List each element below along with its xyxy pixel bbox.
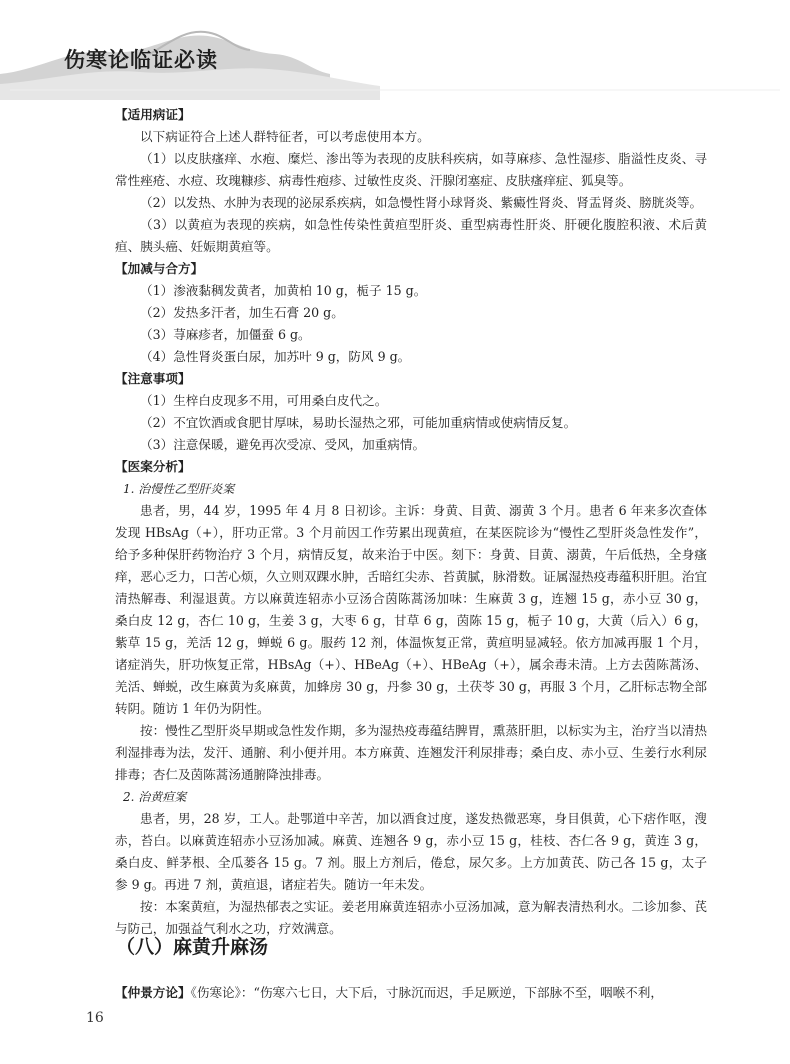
section-title: （八）麻黄升麻汤 bbox=[116, 936, 269, 958]
paragraph: 患者，男，44 岁，1995 年 4 月 8 日初诊。主诉：身黄、目黄、溺黄 3 个月。患者 6 年来多次查体发现 HBsAg（+），肝功正常。3 个月前因工作劳累出现黄疸，在某医院诊为“慢性乙型肝炎急性发作”，给予多种保肝药物治疗 3 个月，病情反复，故来治于中医。刻下：身黄、目黄、溺黄，午后低热，全身瘙痒，恶心乏力，口苦心烦，久立则双踝水肿，舌暗红尖赤、苔黄腻，脉滑数。证属湿热疫毒蕴积肝胆。治宜清热解毒、利湿退黄。方以麻黄连轺赤小豆汤合茵陈蒿汤加味：生麻黄 3 g，连翘 15 g，赤小豆 30 g，桑白皮 12 g，杏仁 10 g，生姜 3 g，大枣 6 g，甘草 6 g，茵陈 15 g，栀子 10 g，大黄（后入）6 g，紫草 15 g，羌活 12 g，蝉蜕 6 g。服药 12 剂，体温恢复正常，黄疸明显减轻。依方加减再服 1 个月，诸症消失，肝功恢复正常，HBsAg（+）、HBeAg（+）、HBeAg（+），属余毒未清。上方去茵陈蒿汤、羌活、蝉蜕，改生麻黄为炙麻黄，加蜂房 30 g，丹参 30 g，土茯苓 30 g，再服 3 个月，乙肝标志物全部转阴。随访 1 年仍为阴性。 bbox=[115, 503, 707, 716]
lead-label: 【仲景方论】 bbox=[115, 985, 191, 1000]
paragraph: （2）不宜饮酒或食肥甘厚味，易助长湿热之邪，可能加重病情或使病情反复。 bbox=[140, 415, 577, 430]
paragraph: 按：慢性乙型肝炎早期或急性发作期，多为湿热疫毒蕴结脾胃，熏蒸肝胆，以标实为主，治疗当以清热利湿排毒为法，发汗、通腑、利小便并用。本方麻黄、连翘发汗利尿排毒；桑白皮、赤小豆、生姜行水利尿排毒；杏仁及茵陈蒿汤通腑降浊排毒。 bbox=[115, 723, 707, 782]
case-title: 2. 治黄疸案 bbox=[123, 790, 187, 804]
section-heading: 【适用病证】 bbox=[115, 107, 191, 122]
paragraph: 以下病证符合上述人群特征者，可以考虑使用本方。 bbox=[140, 129, 430, 144]
book-title: 伤寒论临证必读 bbox=[64, 48, 218, 72]
paragraph: （2）以发热、水肿为表现的泌尿系疾病，如急慢性肾小球肾炎、紫癜性肾炎、肾盂肾炎、膀胱炎等。 bbox=[140, 195, 703, 210]
section-heading: 【加减与合方】 bbox=[115, 261, 204, 276]
paragraph: （1）生梓白皮现多不用，可用桑白皮代之。 bbox=[140, 393, 388, 408]
case-title: 1. 治慢性乙型肝炎案 bbox=[123, 482, 235, 496]
lead-paragraph bbox=[115, 982, 710, 1004]
paragraph: 按：本案黄疸，为湿热郁表之实证。姜老用麻黄连轺赤小豆汤加减，意为解表清热利水。二诊加参、芪与防己，加强益气利水之功，疗效满意。 bbox=[115, 899, 707, 936]
paragraph: 患者，男，28 岁，工人。赴鄂道中辛苦，加以酒食过度，遂发热微恶寒，身目俱黄，心下痞作呕，溲赤，苔白。以麻黄连轺赤小豆汤加减。麻黄、连翘各 9 g，赤小豆 15 g，桂枝、杏仁各 9 g，黄连 3 g，桑白皮、鲜茅根、全瓜蒌各 15 g。7 剂。服上方剂后，倦怠，尿欠多。上方加黄芪、防己各 15 g，太子参 9 g。再进 7 剂，黄疸退，诸症若失。随访一年未发。 bbox=[115, 811, 707, 892]
paragraph: （3）注意保暖，避免再次受凉、受风，加重病情。 bbox=[140, 437, 426, 452]
page-number: 16 bbox=[86, 1010, 104, 1026]
paragraph: （3）荨麻疹者，加僵蚕 6 g。 bbox=[140, 327, 311, 342]
section-heading: 【注意事项】 bbox=[115, 371, 191, 386]
paragraph: （1）以皮肤瘙痒、水疱、糜烂、渗出等为表现的皮肤科疾病，如荨麻疹、急性湿疹、脂溢性皮炎、寻常性痤疮、水痘、玫瑰糠疹、病毒性疱疹、过敏性皮炎、汗腺闭塞症、皮肤瘙痒症、狐臭等。 bbox=[115, 151, 707, 188]
paragraph: （2）发热多汗者，加生石膏 20 g。 bbox=[140, 305, 344, 320]
paragraph: （1）渗液黏稠发黄者，加黄柏 10 g，栀子 15 g。 bbox=[140, 283, 427, 298]
section-heading: 【医案分析】 bbox=[115, 459, 191, 474]
main-content bbox=[115, 104, 707, 940]
paragraph: （4）急性肾炎蛋白尿，加苏叶 9 g，防风 9 g。 bbox=[140, 349, 411, 364]
page-header bbox=[0, 0, 790, 100]
paragraph: （3）以黄疸为表现的疾病，如急性传染性黄疸型肝炎、重型病毒性肝炎、肝硬化腹腔积液、术后黄疸、胰头癌、妊娠期黄疸等。 bbox=[115, 217, 707, 254]
lead-text: 《伤寒论》：“伤寒六七日，大下后，寸脉沉而迟，手足厥逆，下部脉不至，咽喉不利， bbox=[190, 985, 663, 1000]
